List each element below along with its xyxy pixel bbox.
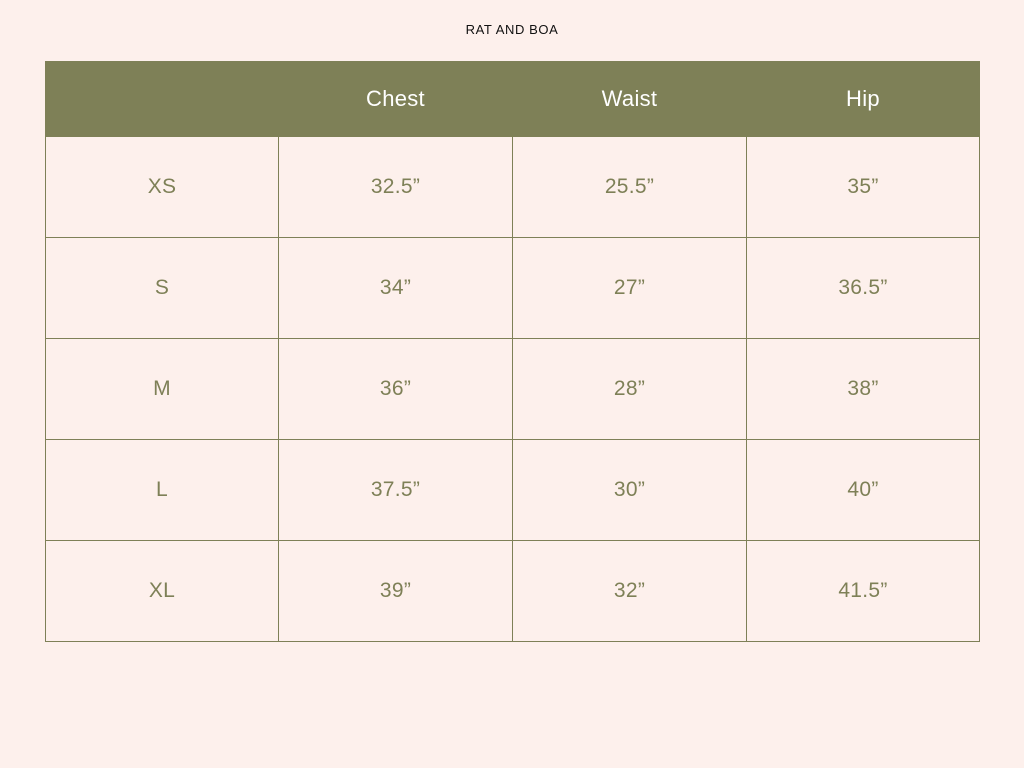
column-header-hip: Hip [747, 62, 980, 137]
table-body [46, 137, 980, 642]
table-row [46, 541, 980, 642]
cell-size: M [46, 339, 279, 440]
cell-size: S [46, 238, 279, 339]
cell-size: XL [46, 541, 279, 642]
cell-hip: 40” [747, 440, 980, 541]
cell-waist: 25.5” [513, 137, 747, 238]
cell-hip: 35” [747, 137, 980, 238]
cell-hip: 41.5” [747, 541, 980, 642]
cell-size: XS [46, 137, 279, 238]
cell-size: L [46, 440, 279, 541]
table-row [46, 440, 980, 541]
table-header [46, 62, 980, 137]
size-chart-container [45, 61, 979, 642]
cell-chest: 36” [279, 339, 513, 440]
table-row [46, 137, 980, 238]
cell-hip: 38” [747, 339, 980, 440]
table-header-row [46, 62, 980, 137]
cell-chest: 32.5” [279, 137, 513, 238]
cell-waist: 30” [513, 440, 747, 541]
table-row [46, 339, 980, 440]
brand-title: RAT AND BOA [465, 22, 559, 37]
column-header-waist: Waist [513, 62, 747, 137]
cell-chest: 34” [279, 238, 513, 339]
cell-hip: 36.5” [747, 238, 980, 339]
cell-chest: 39” [279, 541, 513, 642]
table-row [46, 238, 980, 339]
cell-chest: 37.5” [279, 440, 513, 541]
cell-waist: 27” [513, 238, 747, 339]
cell-waist: 32” [513, 541, 747, 642]
column-header-chest: Chest [279, 62, 513, 137]
column-header-size [46, 62, 279, 137]
size-chart-table [45, 61, 980, 642]
cell-waist: 28” [513, 339, 747, 440]
